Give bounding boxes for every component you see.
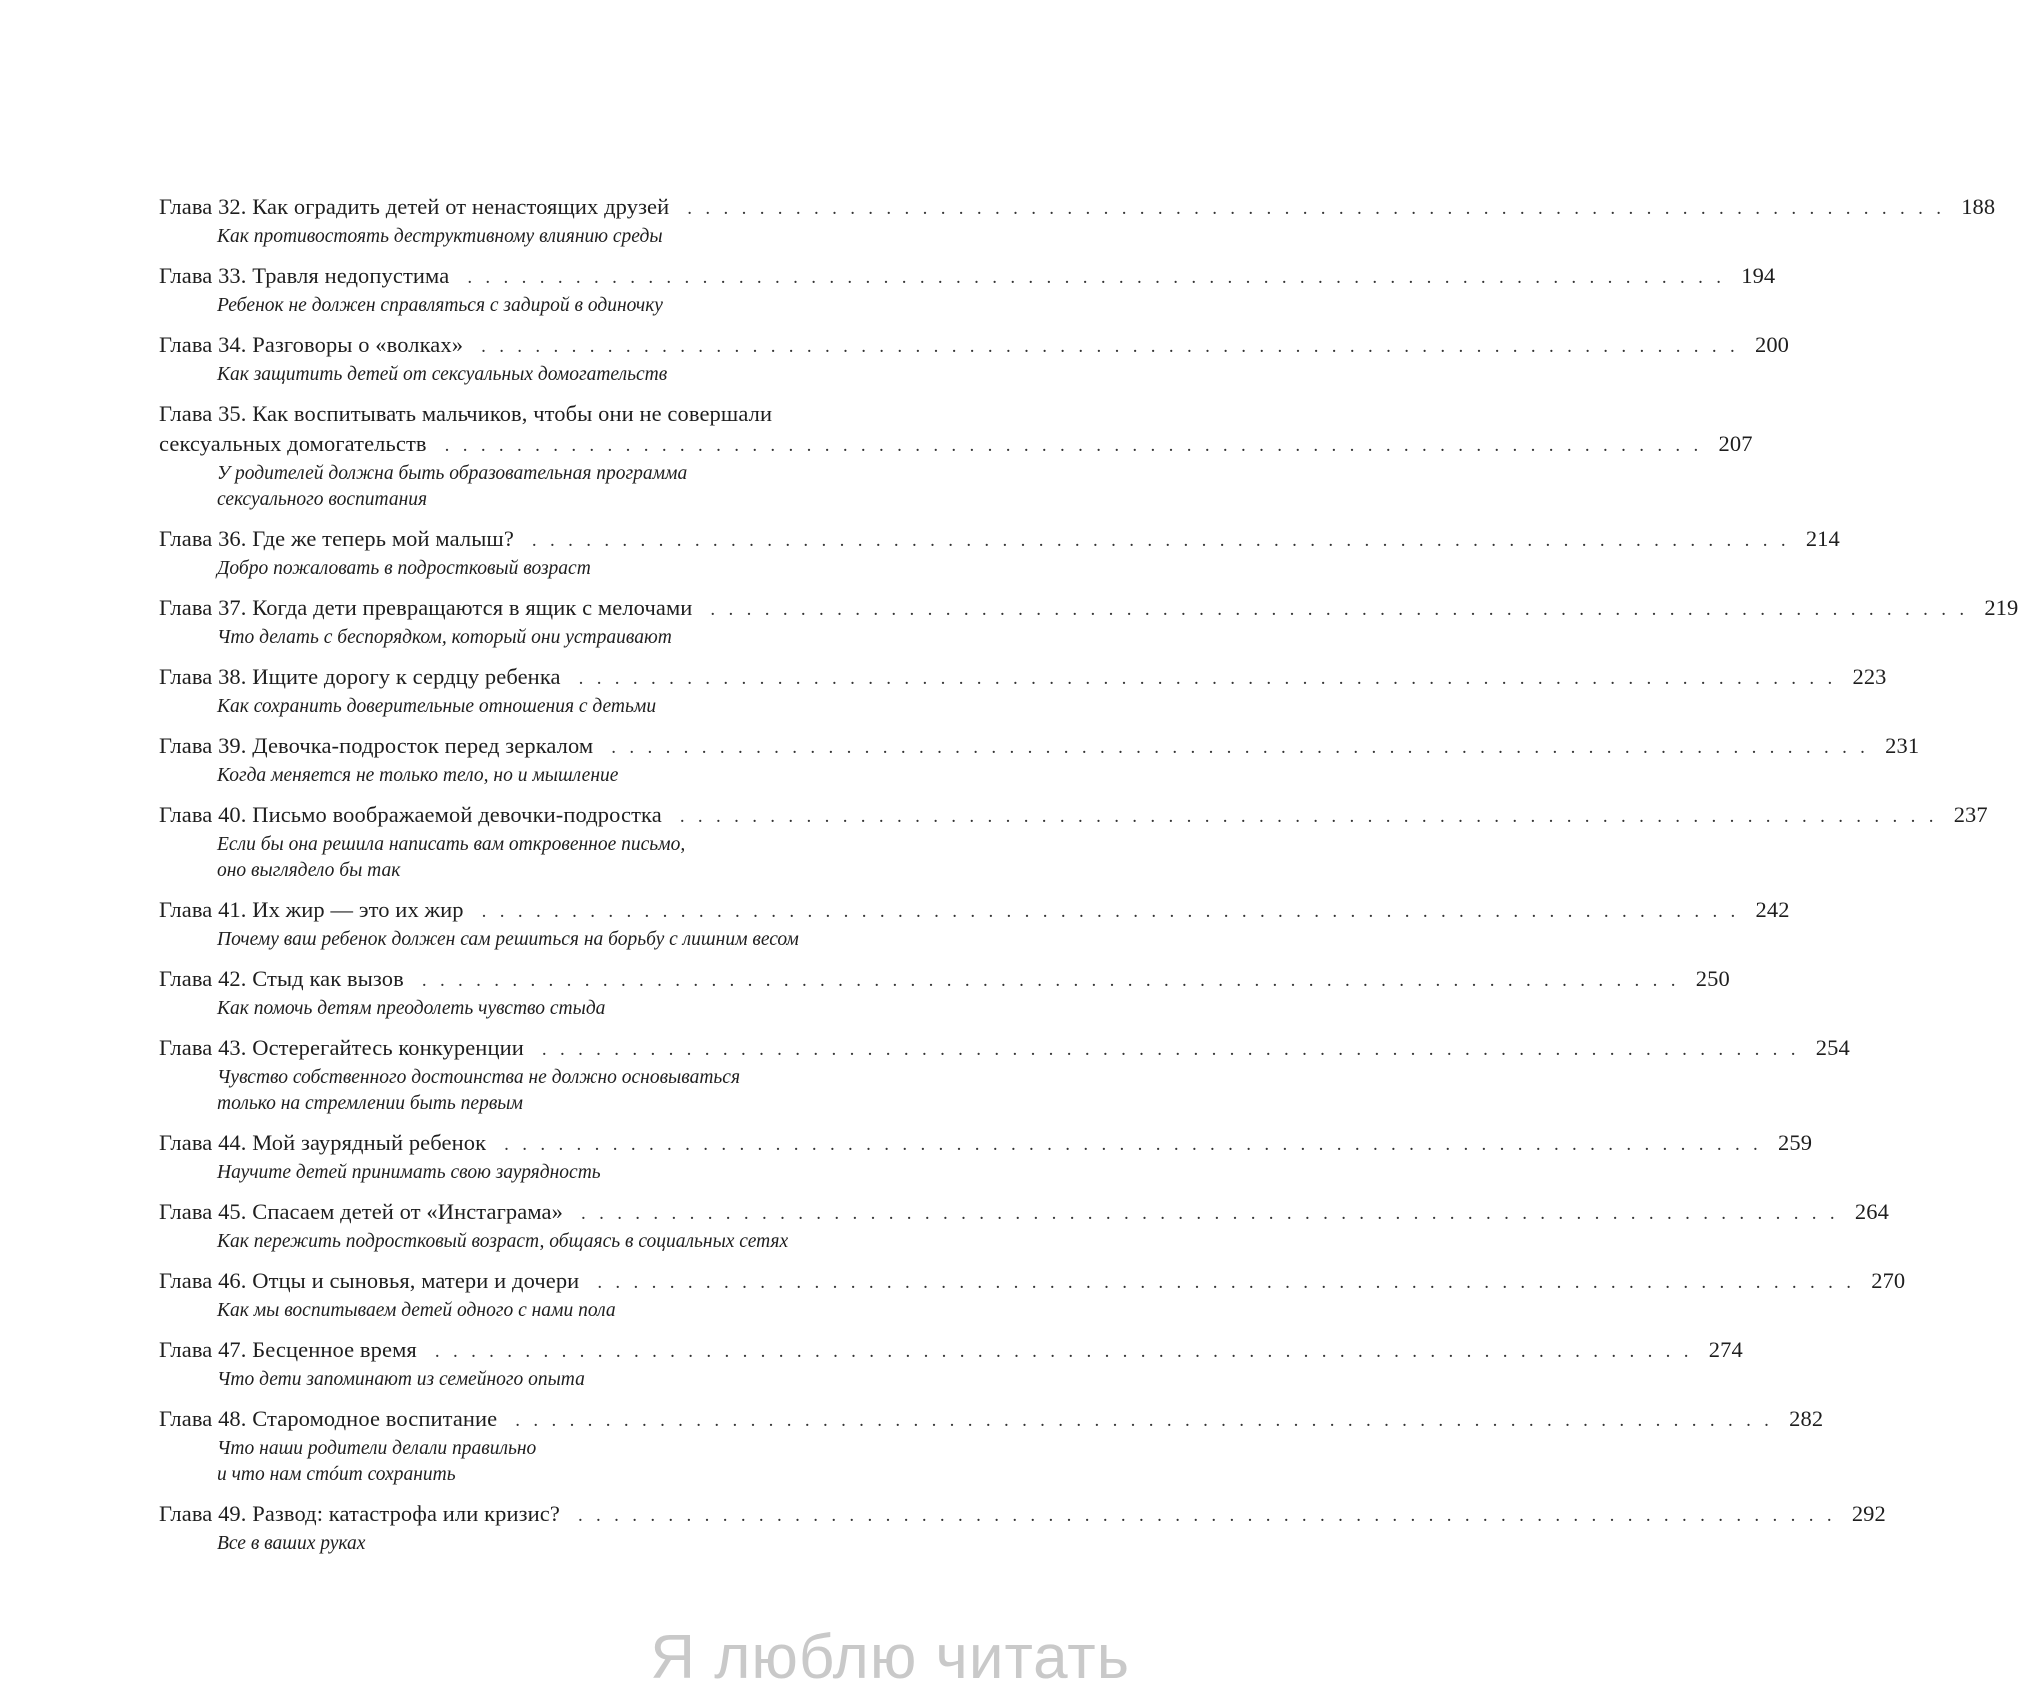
- chapter-subtitle: [159, 832, 952, 884]
- chapter-title: Глава 43. Остерегайтесь конкуренции: [159, 1035, 524, 1060]
- chapter-subtitle: [159, 1065, 952, 1117]
- chapter-subtitle-line: Все в ваших руках: [217, 1533, 366, 1554]
- page-number: 207: [1718, 431, 1753, 456]
- chapter-title: Глава 35. Как воспитывать мальчиков, чтобы они не совершали: [159, 401, 773, 426]
- page-number: 194: [1741, 263, 1776, 288]
- chapter-title: Глава 33. Травля недопустима: [159, 263, 450, 288]
- toc-entry-title-line: [159, 330, 1790, 362]
- chapter-subtitle: [159, 461, 952, 513]
- chapter-subtitle-line: Что наши родители делали правильно: [217, 1438, 537, 1459]
- chapter-subtitle-line: оно выглядело бы так: [217, 860, 401, 881]
- toc-entry: [159, 524, 1840, 582]
- toc-entry: [159, 1404, 1824, 1488]
- chapter-title: Глава 41. Их жир — это их жир: [159, 897, 464, 922]
- dot-leader: . . . . . . . . . . . . . . . . . . . . . . . . . . . . . . . . . . . . . . . . . . . . . . . . . . . . . . . . . . . . . . . . . . . . . .: [710, 599, 1969, 620]
- dot-leader: . . . . . . . . . . . . . . . . . . . . . . . . . . . . . . . . . . . . . . . . . . . . . . . . . . . . . . . . . . . . . . . . . . . . . .: [679, 806, 1938, 827]
- dot-leader: . . . . . . . . . . . . . . . . . . . . . . . . . . . . . . . . . . . . . . . . . . . . . . . . . . . . . . . . . . . . . . . . . . . . . .: [481, 901, 1740, 922]
- toc-entry-title-line: [159, 429, 1753, 461]
- dot-leader: . . . . . . . . . . . . . . . . . . . . . . . . . . . . . . . . . . . . . . . . . . . . . . . . . . . . . . . . . . . . . . . . . . . . . .: [577, 1505, 1836, 1526]
- page-number: 282: [1789, 1406, 1824, 1431]
- chapter-subtitle-line: Когда меняется не только тело, но и мышление: [217, 765, 619, 786]
- toc-entry-title-line: [159, 1266, 1906, 1298]
- chapter-subtitle: [159, 694, 952, 720]
- page-number: 259: [1778, 1130, 1813, 1155]
- toc-entry-title-line: [159, 1335, 1743, 1367]
- dot-leader: . . . . . . . . . . . . . . . . . . . . . . . . . . . . . . . . . . . . . . . . . . . . . . . . . . . . . . . . . . . . . . . . . . . . . .: [687, 198, 1946, 219]
- page-number: 264: [1854, 1199, 1889, 1224]
- chapter-subtitle-line: Что делать с беспорядком, который они устраивают: [217, 627, 672, 648]
- toc-entry-title-line: [159, 800, 1988, 832]
- chapter-title: Глава 32. Как оградить детей от ненастоящих друзей: [159, 194, 670, 219]
- chapter-subtitle-line: Как сохранить доверительные отношения с детьми: [217, 696, 657, 717]
- chapter-title: Глава 39. Девочка-подросток перед зеркалом: [159, 733, 594, 758]
- chapter-subtitle-line: Как защитить детей от сексуальных домогательств: [217, 364, 668, 385]
- chapter-subtitle: [159, 1436, 952, 1488]
- toc-entry: [159, 895, 1790, 953]
- chapter-subtitle-line: Как противостоять деструктивному влиянию среды: [217, 226, 663, 247]
- page-number: 274: [1708, 1337, 1743, 1362]
- toc-entry-title-line: [159, 1499, 1886, 1531]
- chapter-title: сексуальных домогательств: [159, 431, 427, 456]
- toc-entry-title-line: [159, 1033, 1850, 1065]
- toc-entry-title-line: [159, 593, 2018, 625]
- chapter-subtitle: [159, 556, 952, 582]
- page-number: 200: [1754, 332, 1790, 357]
- chapter-subtitle-line: сексуального воспитания: [217, 489, 428, 510]
- toc-entry-title-line: [159, 1197, 1889, 1229]
- toc-entry: [159, 192, 1996, 250]
- chapter-title: Глава 38. Ищите дорогу к сердцу ребенка: [159, 664, 561, 689]
- chapter-title: Глава 45. Спасаем детей от «Инстаграма»: [159, 1199, 563, 1224]
- toc-entry-title-line: [159, 524, 1840, 556]
- chapter-subtitle: [159, 927, 952, 953]
- toc-entry-title-line: [159, 895, 1790, 927]
- page-number: 250: [1695, 966, 1730, 991]
- dot-leader: . . . . . . . . . . . . . . . . . . . . . . . . . . . . . . . . . . . . . . . . . . . . . . . . . . . . . . . . . . . . . . . . . . . . . .: [515, 1410, 1774, 1431]
- chapter-subtitle-line: Если бы она решила написать вам откровенное письмо,: [217, 834, 686, 855]
- watermark: Я люблю читать: [650, 1623, 1130, 1692]
- toc-entry: [159, 1266, 1906, 1324]
- toc-entry: [159, 964, 1730, 1022]
- chapter-subtitle: [159, 996, 952, 1022]
- page-number: 292: [1851, 1501, 1886, 1526]
- chapter-subtitle: [159, 625, 952, 651]
- chapter-subtitle-line: Что дети запоминают из семейного опыта: [217, 1369, 585, 1390]
- toc-entry: [159, 1335, 1743, 1393]
- page-number: 214: [1805, 526, 1840, 551]
- toc-entry: [159, 330, 1790, 388]
- toc-entry: [159, 593, 2018, 651]
- dot-leader: . . . . . . . . . . . . . . . . . . . . . . . . . . . . . . . . . . . . . . . . . . . . . . . . . . . . . . . . . . . . . . . . . . . . . .: [597, 1272, 1856, 1293]
- toc-entry-title-line: [159, 399, 952, 429]
- toc-entry: [159, 1499, 1886, 1557]
- chapter-title: Глава 47. Бесценное время: [159, 1337, 417, 1362]
- toc-entry: [159, 399, 1753, 513]
- page-number: 188: [1961, 194, 1996, 219]
- chapter-title: Глава 49. Развод: катастрофа или кризис?: [159, 1501, 560, 1526]
- chapter-subtitle: [159, 1367, 952, 1393]
- toc-entry-title-line: [159, 1128, 1813, 1160]
- chapter-title: Глава 34. Разговоры о «волках»: [159, 332, 464, 357]
- chapter-subtitle: [159, 293, 952, 319]
- dot-leader: . . . . . . . . . . . . . . . . . . . . . . . . . . . . . . . . . . . . . . . . . . . . . . . . . . . . . . . . . . . . . . . . . . . . . .: [434, 1341, 1693, 1362]
- chapter-subtitle: [159, 362, 952, 388]
- toc-entry: [159, 1197, 1889, 1255]
- chapter-title: Глава 40. Письмо воображаемой девочки-подростка: [159, 802, 662, 827]
- chapter-subtitle-line: только на стремлении быть первым: [217, 1093, 523, 1114]
- dot-leader: . . . . . . . . . . . . . . . . . . . . . . . . . . . . . . . . . . . . . . . . . . . . . . . . . . . . . . . . . . . . . . . . . . . . . .: [421, 970, 1680, 991]
- dot-leader: . . . . . . . . . . . . . . . . . . . . . . . . . . . . . . . . . . . . . . . . . . . . . . . . . . . . . . . . . . . . . . . . . . . . . .: [504, 1134, 1763, 1155]
- table-of-contents: [159, 192, 2018, 1568]
- page-number: 237: [1953, 802, 1988, 827]
- chapter-subtitle: [159, 1531, 952, 1557]
- chapter-subtitle: [159, 1298, 952, 1324]
- dot-leader: . . . . . . . . . . . . . . . . . . . . . . . . . . . . . . . . . . . . . . . . . . . . . . . . . . . . . . . . . . . . . . . . . . . . . .: [444, 435, 1703, 456]
- chapter-title: Глава 42. Стыд как вызов: [159, 966, 404, 991]
- dot-leader: . . . . . . . . . . . . . . . . . . . . . . . . . . . . . . . . . . . . . . . . . . . . . . . . . . . . . . . . . . . . . . . . . . . . . .: [531, 530, 1790, 551]
- chapter-subtitle: [159, 224, 952, 250]
- chapter-title: Глава 44. Мой заурядный ребенок: [159, 1130, 487, 1155]
- toc-entry: [159, 1033, 1850, 1117]
- chapter-subtitle-line: Как мы воспитываем детей одного с нами пола: [217, 1300, 616, 1321]
- chapter-subtitle-line: Почему ваш ребенок должен сам решиться на борьбу с лишним весом: [217, 929, 799, 950]
- toc-entry-title-line: [159, 1404, 1824, 1436]
- dot-leader: . . . . . . . . . . . . . . . . . . . . . . . . . . . . . . . . . . . . . . . . . . . . . . . . . . . . . . . . . . . . . . . . . . . . . .: [481, 336, 1740, 357]
- dot-leader: . . . . . . . . . . . . . . . . . . . . . . . . . . . . . . . . . . . . . . . . . . . . . . . . . . . . . . . . . . . . . . . . . . . . . .: [541, 1039, 1800, 1060]
- chapter-title: Глава 37. Когда дети превращаются в ящик с мелочами: [159, 595, 693, 620]
- toc-entry: [159, 800, 1988, 884]
- toc-entry: [159, 731, 1920, 789]
- chapter-subtitle-line: Научите детей принимать свою заурядность: [217, 1162, 601, 1183]
- toc-entry: [159, 1128, 1813, 1186]
- toc-entry-title-line: [159, 662, 1887, 694]
- chapter-subtitle-line: Добро пожаловать в подростковый возраст: [217, 558, 591, 579]
- chapter-subtitle-line: и что нам стóит сохранить: [217, 1464, 456, 1485]
- page-number: 231: [1885, 733, 1920, 758]
- chapter-subtitle-line: Ребенок не должен справляться с задирой в одиночку: [217, 295, 663, 316]
- chapter-subtitle-line: Чувство собственного достоинства не должно основываться: [217, 1067, 741, 1088]
- page-number: 242: [1755, 897, 1790, 922]
- chapter-title: Глава 36. Где же теперь мой малыш?: [159, 526, 514, 551]
- dot-leader: . . . . . . . . . . . . . . . . . . . . . . . . . . . . . . . . . . . . . . . . . . . . . . . . . . . . . . . . . . . . . . . . . . . . . .: [581, 1203, 1839, 1224]
- chapter-subtitle-line: У родителей должна быть образовательная программа: [217, 463, 688, 484]
- chapter-subtitle-line: Как пережить подростковый возраст, общаясь в социальных сетях: [217, 1231, 789, 1252]
- dot-leader: . . . . . . . . . . . . . . . . . . . . . . . . . . . . . . . . . . . . . . . . . . . . . . . . . . . . . . . . . . . . . . . . . . . . . .: [467, 267, 1726, 288]
- page-number: 219: [1984, 595, 2018, 620]
- chapter-subtitle: [159, 763, 952, 789]
- page-number: 223: [1852, 664, 1887, 689]
- chapter-title: Глава 48. Старомодное воспитание: [159, 1406, 498, 1431]
- chapter-subtitle-line: Как помочь детям преодолеть чувство стыда: [217, 998, 606, 1019]
- dot-leader: . . . . . . . . . . . . . . . . . . . . . . . . . . . . . . . . . . . . . . . . . . . . . . . . . . . . . . . . . . . . . . . . . . . . . .: [578, 668, 1837, 689]
- toc-entry-title-line: [159, 261, 1776, 293]
- page-number: 270: [1871, 1268, 1906, 1293]
- toc-entry: [159, 662, 1887, 720]
- dot-leader: . . . . . . . . . . . . . . . . . . . . . . . . . . . . . . . . . . . . . . . . . . . . . . . . . . . . . . . . . . . . . . . . . . . . . .: [611, 737, 1870, 758]
- toc-entry-title-line: [159, 731, 1920, 763]
- toc-entry: [159, 261, 1776, 319]
- page-number: 254: [1815, 1035, 1850, 1060]
- chapter-title: Глава 46. Отцы и сыновья, матери и дочери: [159, 1268, 580, 1293]
- toc-entry-title-line: [159, 192, 1996, 224]
- chapter-subtitle: [159, 1160, 952, 1186]
- chapter-subtitle: [159, 1229, 952, 1255]
- toc-entry-title-line: [159, 964, 1730, 996]
